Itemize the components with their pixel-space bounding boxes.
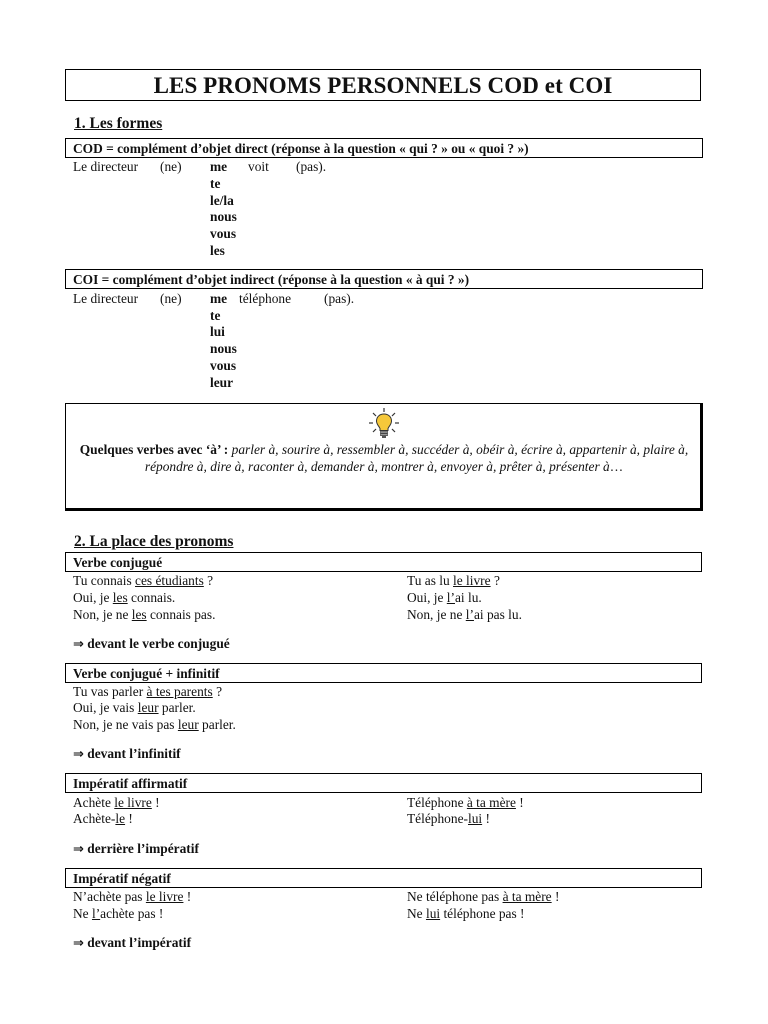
section-2-heading: 2. La place des pronoms <box>74 533 234 550</box>
example-line: Téléphone à ta mère ! <box>407 795 524 810</box>
rule-line: ⇒ devant l’infinitif <box>73 746 181 762</box>
imperatif-affirmatif-label: Impératif affirmatif <box>73 776 188 791</box>
cod-verb: voit <box>248 159 269 174</box>
verbe-conjugue-box <box>65 552 702 572</box>
coi-subject: Le directeur <box>73 291 139 306</box>
verbe-conjugue-label: Verbe conjugué <box>73 555 163 570</box>
verbe-infinitif-label: Verbe conjugué + infinitif <box>73 666 220 681</box>
rule-line: ⇒ derrière l’impératif <box>73 841 199 857</box>
coi-ne: (ne) <box>160 291 182 306</box>
example-line: Ne téléphone pas à ta mère ! <box>407 889 560 904</box>
imperatif-negatif-label: Impératif négatif <box>73 871 171 886</box>
example-line: Ne l’achète pas ! <box>73 906 164 921</box>
example-line: Oui, je l’ai lu. <box>407 590 482 605</box>
cod-definition: COD = complément d’objet direct (réponse à la question « qui ? » ou « quoi ? ») <box>73 141 529 156</box>
coi-definition: COI = complément d’objet indirect (réponse à la question « à qui ? ») <box>73 272 470 287</box>
cod-pronoun: les <box>210 243 225 258</box>
example-line: Oui, je vais leur parler. <box>73 700 196 715</box>
cod-pronoun: vous <box>210 226 237 241</box>
example-line: Tu connais ces étudiants ? <box>73 573 214 588</box>
cod-pronoun: te <box>210 176 221 191</box>
title-box <box>65 69 701 101</box>
arrow-icon: ⇒ <box>73 637 84 652</box>
verbe-infinitif-box <box>65 663 702 683</box>
example-line: Tu as lu le livre ? <box>407 573 500 588</box>
example-line: N’achète pas le livre ! <box>73 889 192 904</box>
cod-pas: (pas). <box>296 159 327 174</box>
imperatif-affirmatif-box <box>65 773 702 793</box>
arrow-icon: ⇒ <box>73 842 84 857</box>
coi-definition-box <box>65 269 703 289</box>
cod-definition-box <box>65 138 703 158</box>
example-line: Ne lui téléphone pas ! <box>407 906 525 921</box>
coi-verb: téléphone <box>239 291 292 306</box>
coi-pronoun: me <box>210 291 228 306</box>
rule-line: ⇒ devant le verbe conjugué <box>73 636 230 652</box>
coi-pronoun: lui <box>210 324 225 339</box>
verbs-with-a-lead: Quelques verbes avec ‘à’ : <box>79 442 229 457</box>
page-title: LES PRONOMS PERSONNELS COD et COI <box>153 72 613 98</box>
cod-ne: (ne) <box>160 159 182 174</box>
example-line: Achète-le ! <box>73 811 133 826</box>
example-line: Achète le livre ! <box>73 795 160 810</box>
arrow-icon: ⇒ <box>73 936 84 951</box>
example-line: Non, je ne les connais pas. <box>73 607 216 622</box>
rule-line: ⇒ devant l’impératif <box>73 935 192 951</box>
example-line: Non, je ne l’ai pas lu. <box>407 607 522 622</box>
coi-pronoun: nous <box>210 341 237 356</box>
coi-pas: (pas). <box>324 291 355 306</box>
verbs-with-a-list: parler à, sourire à, ressembler à, succéder à, obéir à, écrire à, appartenir à, plaire à, répondre à, dire à, raconter à, demander à, montrer à, envoyer à, prêter à, présenter à <box>144 442 689 474</box>
lightbulb-icon <box>368 407 400 441</box>
example-line: Non, je ne vais pas leur parler. <box>73 717 236 732</box>
verbs-with-a-ellipsis: … <box>609 459 624 474</box>
coi-pronoun: te <box>210 308 221 323</box>
example-line: Téléphone-lui ! <box>407 811 490 826</box>
imperatif-negatif-box <box>65 868 702 888</box>
verbs-with-a-text <box>70 441 698 475</box>
cod-pronoun: me <box>210 159 228 174</box>
example-line: Tu vas parler à tes parents ? <box>73 684 223 699</box>
example-line: Oui, je les connais. <box>73 590 176 605</box>
arrow-icon: ⇒ <box>73 747 84 762</box>
cod-pronoun: le/la <box>210 193 234 208</box>
cod-subject: Le directeur <box>73 159 139 174</box>
section-1-heading: 1. Les formes <box>74 115 163 132</box>
coi-pronoun: leur <box>210 375 234 390</box>
coi-pronoun: vous <box>210 358 237 373</box>
cod-pronoun: nous <box>210 209 237 224</box>
